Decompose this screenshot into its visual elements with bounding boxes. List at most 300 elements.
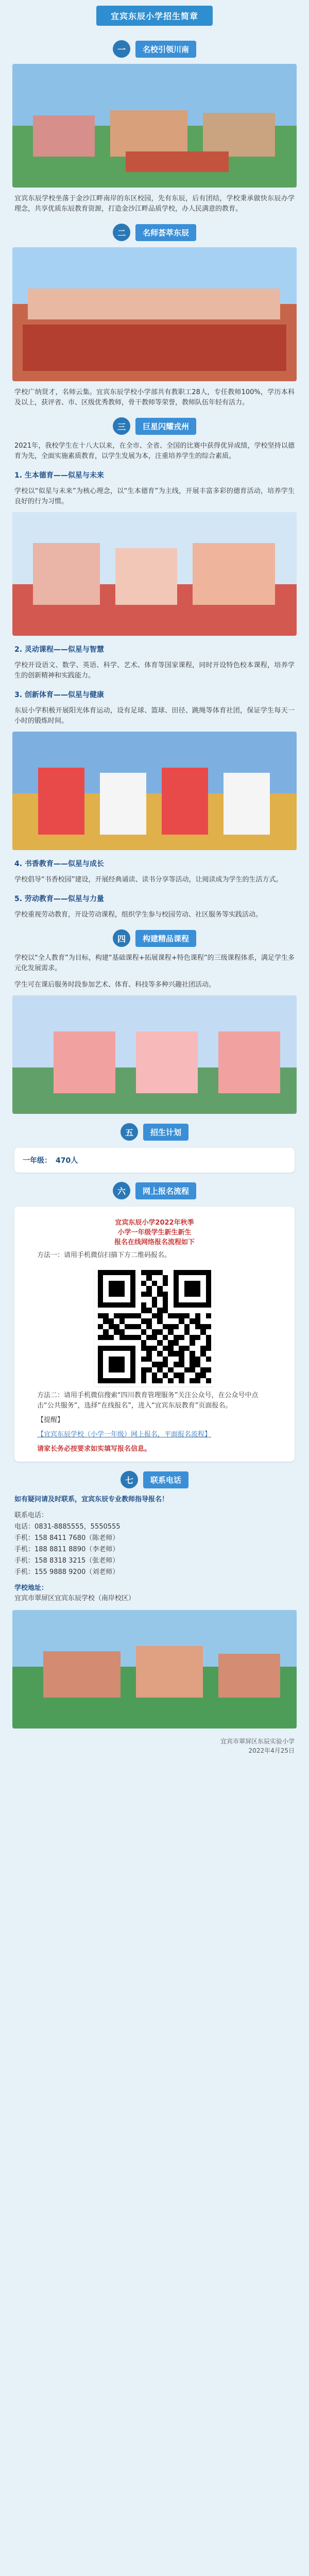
qr-module [190, 1286, 195, 1291]
qr-module [135, 1378, 141, 1383]
qr-module [130, 1318, 135, 1324]
qr-module [98, 1372, 103, 1378]
qr-module [114, 1378, 119, 1383]
qr-module [195, 1378, 200, 1383]
qr-module [200, 1329, 205, 1334]
qr-module [119, 1335, 125, 1340]
qr-module [135, 1292, 141, 1297]
qr-module [135, 1367, 141, 1372]
qr-module [130, 1270, 135, 1275]
qr-module [195, 1329, 200, 1334]
qr-module [103, 1340, 108, 1345]
section-title: 招生计划 [143, 1124, 188, 1141]
qr-module [195, 1324, 200, 1329]
qr-module [141, 1324, 146, 1329]
header-banner [0, 0, 309, 31]
qr-module [114, 1281, 119, 1286]
qr-module [135, 1302, 141, 1308]
qr-module [109, 1297, 114, 1302]
qr-module [206, 1335, 211, 1340]
qr-module [184, 1340, 190, 1345]
qr-module [119, 1275, 125, 1280]
performance-photo-image [12, 732, 297, 850]
qr-module [157, 1357, 162, 1362]
qr-module [206, 1286, 211, 1291]
qr-module [195, 1351, 200, 1356]
qr-module [114, 1324, 119, 1329]
qr-module [130, 1313, 135, 1318]
qr-module [98, 1362, 103, 1367]
qr-module [130, 1286, 135, 1291]
qr-module [179, 1292, 184, 1297]
qr-module [130, 1297, 135, 1302]
qr-module [168, 1270, 173, 1275]
qr-module [130, 1324, 135, 1329]
qr-module [135, 1357, 141, 1362]
section-number: 六 [113, 1182, 130, 1199]
qr-module [98, 1324, 103, 1329]
qr-module [141, 1346, 146, 1351]
registration-qr-code[interactable] [95, 1267, 214, 1386]
qr-module [174, 1275, 179, 1280]
qr-module [152, 1372, 157, 1378]
qr-module [179, 1313, 184, 1318]
qr-module [98, 1313, 103, 1318]
qr-module [146, 1318, 151, 1324]
plan-row [23, 1155, 286, 1165]
qr-module [190, 1340, 195, 1345]
qr-module [206, 1275, 211, 1280]
qr-module [200, 1357, 205, 1362]
qr-module [200, 1313, 205, 1318]
qr-module [184, 1275, 190, 1280]
qr-module [119, 1318, 125, 1324]
qr-module [157, 1308, 162, 1313]
qr-module [109, 1275, 114, 1280]
subsection-text: 学校开设语文、数学、英语、科学、艺术、体育等国家课程，同时开设特色校本课程，培养学生的创新精神和实践能力。 [14, 662, 295, 680]
qr-module [141, 1357, 146, 1362]
qr-module [190, 1324, 195, 1329]
address-text: 宜宾市翠屏区宜宾东辰学校（南岸校区） [14, 1595, 135, 1602]
qr-module [174, 1313, 179, 1318]
qr-module [168, 1308, 173, 1313]
contact-line: 手机：158 8411 7680（陈老师） [14, 1534, 119, 1542]
qr-module [135, 1313, 141, 1318]
step-two: 方法二：请用手机微信搜索“四川教育管理服务”关注公众号，在公众号中点击“公共服务”，选择“在线报名”，进入“宜宾东辰教育”页面报名。 [37, 1392, 259, 1410]
qr-module [152, 1308, 157, 1313]
qr-module [190, 1302, 195, 1308]
qr-module [130, 1275, 135, 1280]
qr-module [152, 1378, 157, 1383]
qr-module [103, 1297, 108, 1302]
footer [14, 1737, 295, 1755]
qr-module [179, 1281, 184, 1286]
qr-module [141, 1329, 146, 1334]
qr-module [141, 1275, 146, 1280]
qr-module [168, 1286, 173, 1291]
qr-module [109, 1318, 114, 1324]
qr-module [109, 1292, 114, 1297]
qr-module [190, 1351, 195, 1356]
qr-module [163, 1270, 168, 1275]
qr-module [190, 1378, 195, 1383]
section-paragraph: 2021年，我校学生在十八大以来，在全市、全省、全国的比赛中获得优异成绩，学校坚持以德育为先，全面实施素质教育，以学生发展为本，注重培养学生的综合素质。 [14, 442, 295, 460]
qr-module [179, 1286, 184, 1291]
qr-module [195, 1362, 200, 1367]
qr-module [195, 1372, 200, 1378]
qr-module [157, 1292, 162, 1297]
qr-module [119, 1286, 125, 1291]
qr-module [200, 1346, 205, 1351]
qr-module [200, 1335, 205, 1340]
registration-panel [14, 1207, 295, 1462]
qr-module [130, 1302, 135, 1308]
qr-module [125, 1275, 130, 1280]
qr-module [157, 1270, 162, 1275]
qr-module [190, 1318, 195, 1324]
qr-module [195, 1281, 200, 1286]
qr-module [130, 1346, 135, 1351]
qr-module [157, 1286, 162, 1291]
qr-module [200, 1302, 205, 1308]
qr-module [152, 1346, 157, 1351]
qr-module [163, 1302, 168, 1308]
qr-module [135, 1318, 141, 1324]
qr-module [141, 1270, 146, 1275]
qr-module [141, 1372, 146, 1378]
section-number: 二 [113, 224, 130, 241]
contact-line: 手机：188 8811 8890（李老师） [14, 1546, 119, 1553]
registration-link[interactable]: 【宜宾东辰学校（小学一年级）网上报名，平面报名流程】 [37, 1431, 212, 1438]
qr-module [152, 1335, 157, 1340]
qr-module [109, 1340, 114, 1345]
qr-module [146, 1297, 151, 1302]
qr-module [174, 1372, 179, 1378]
qr-module [206, 1270, 211, 1275]
qr-module [103, 1378, 108, 1383]
qr-module [179, 1329, 184, 1334]
qr-module [195, 1340, 200, 1345]
qr-module [179, 1372, 184, 1378]
section-number: 五 [121, 1123, 138, 1141]
qr-module [195, 1357, 200, 1362]
qr-module [125, 1367, 130, 1372]
subsection-text: 学校以“似星与未来”为核心理念，以“生本德育”为主线，开展丰富多彩的德育活动，培养学生良好的行为习惯。 [14, 487, 295, 505]
qr-module [98, 1346, 103, 1351]
qr-module [114, 1275, 119, 1280]
qr-module [190, 1270, 195, 1275]
qr-module [168, 1329, 173, 1334]
qr-module [146, 1335, 151, 1340]
qr-module [103, 1367, 108, 1372]
qr-module [157, 1324, 162, 1329]
qr-module [98, 1292, 103, 1297]
qr-module [152, 1275, 157, 1280]
qr-module [103, 1324, 108, 1329]
headline-line: 宜宾东辰小学2022年秋季 [115, 1219, 194, 1227]
qr-module [184, 1313, 190, 1318]
qr-module [206, 1297, 211, 1302]
qr-module [206, 1362, 211, 1367]
qr-module [184, 1357, 190, 1362]
qr-module [135, 1275, 141, 1280]
qr-module [109, 1378, 114, 1383]
qr-module [103, 1275, 108, 1280]
qr-module [163, 1362, 168, 1367]
qr-module [135, 1351, 141, 1356]
qr-module [168, 1378, 173, 1383]
qr-module [163, 1281, 168, 1286]
qr-grid [98, 1270, 211, 1383]
qr-module [146, 1302, 151, 1308]
qr-module [103, 1329, 108, 1334]
qr-module [157, 1275, 162, 1280]
qr-module [146, 1324, 151, 1329]
qr-module [163, 1378, 168, 1383]
qr-module [114, 1367, 119, 1372]
qr-module [195, 1286, 200, 1291]
qr-module [146, 1378, 151, 1383]
qr-module [114, 1302, 119, 1308]
qr-module [98, 1308, 103, 1313]
qr-module [168, 1340, 173, 1345]
qr-module [163, 1340, 168, 1345]
qr-module [184, 1308, 190, 1313]
qr-module [190, 1329, 195, 1334]
qr-module [135, 1372, 141, 1378]
qr-module [109, 1362, 114, 1367]
qr-module [174, 1357, 179, 1362]
qr-module [195, 1275, 200, 1280]
subsection-title: 5. 劳动教育——似星与力量 [14, 895, 104, 903]
qr-module [168, 1313, 173, 1318]
section-header-2 [0, 224, 309, 241]
qr-module [206, 1357, 211, 1362]
qr-module [157, 1346, 162, 1351]
activity-photo-image [12, 512, 297, 636]
qr-module [179, 1318, 184, 1324]
qr-module [168, 1346, 173, 1351]
qr-module [157, 1340, 162, 1345]
qr-module [195, 1318, 200, 1324]
qr-module [141, 1351, 146, 1356]
qr-module [103, 1318, 108, 1324]
qr-module [168, 1318, 173, 1324]
qr-module [152, 1270, 157, 1275]
qr-module [163, 1318, 168, 1324]
qr-module [135, 1297, 141, 1302]
qr-module [130, 1357, 135, 1362]
qr-module [103, 1346, 108, 1351]
subsection-text: 学校重视劳动教育，开设劳动课程，组织学生参与校园劳动、社区服务等实践活动。 [14, 911, 263, 919]
qr-module [184, 1329, 190, 1334]
qr-module [103, 1270, 108, 1275]
qr-module [200, 1292, 205, 1297]
footer-date: 2022年4月25日 [248, 1747, 295, 1754]
qr-module [184, 1324, 190, 1329]
school-aerial-image [12, 1610, 297, 1728]
qr-module [174, 1367, 179, 1372]
qr-module [141, 1302, 146, 1308]
qr-module [163, 1351, 168, 1356]
plan-label: 一年级： [23, 1157, 52, 1165]
qr-module [103, 1302, 108, 1308]
qr-module [200, 1367, 205, 1372]
qr-module [163, 1275, 168, 1280]
subsection-title: 1. 生本德育——似星与未来 [14, 471, 104, 480]
qr-module [157, 1318, 162, 1324]
section-header-4 [0, 929, 309, 947]
qr-module [152, 1297, 157, 1302]
qr-module [103, 1313, 108, 1318]
qr-module [119, 1270, 125, 1275]
qr-module [109, 1302, 114, 1308]
qr-module [190, 1362, 195, 1367]
section-title: 名师荟萃东辰 [135, 224, 196, 241]
qr-module [114, 1351, 119, 1356]
qr-module [184, 1286, 190, 1291]
qr-module [103, 1286, 108, 1291]
qr-module [174, 1302, 179, 1308]
headline-line: 报名在线网络报名流程如下 [114, 1239, 195, 1246]
qr-module [98, 1286, 103, 1291]
qr-module [141, 1362, 146, 1367]
subsection-title: 2. 灵动课程——似星与智慧 [14, 646, 104, 654]
warning-text: 请家长务必按要求如实填写报名信息。 [37, 1445, 151, 1453]
qr-module [152, 1351, 157, 1356]
qr-module [114, 1308, 119, 1313]
qr-module [157, 1297, 162, 1302]
qr-module [98, 1335, 103, 1340]
qr-module [190, 1275, 195, 1280]
subsection-title: 4. 书香教育——似星与成长 [14, 860, 104, 868]
qr-module [152, 1318, 157, 1324]
section-title: 构建精品课程 [135, 930, 196, 947]
footer-school: 宜宾市翠屏区东辰实验小学 [220, 1738, 295, 1745]
qr-module [125, 1318, 130, 1324]
qr-module [119, 1378, 125, 1383]
address-block [14, 1583, 295, 1604]
qr-module [141, 1367, 146, 1372]
qr-module [157, 1281, 162, 1286]
qr-module [190, 1346, 195, 1351]
qr-module [206, 1281, 211, 1286]
qr-module [163, 1329, 168, 1334]
qr-module [146, 1270, 151, 1275]
qr-module [130, 1340, 135, 1345]
qr-module [195, 1367, 200, 1372]
qr-module [135, 1270, 141, 1275]
qr-module [103, 1292, 108, 1297]
qr-module [174, 1362, 179, 1367]
section-title: 名校引领川南 [135, 41, 196, 58]
qr-module [168, 1367, 173, 1372]
qr-module [125, 1335, 130, 1340]
qr-module [206, 1372, 211, 1378]
qr-module [146, 1275, 151, 1280]
section-number: 三 [113, 417, 130, 435]
qr-module [179, 1275, 184, 1280]
qr-module [179, 1324, 184, 1329]
qr-module [125, 1281, 130, 1286]
qr-module [206, 1346, 211, 1351]
qr-module [98, 1351, 103, 1356]
qr-module [114, 1346, 119, 1351]
qr-module [174, 1270, 179, 1275]
qr-module [98, 1302, 103, 1308]
qr-module [152, 1324, 157, 1329]
qr-module [195, 1302, 200, 1308]
section-header-6 [0, 1182, 309, 1199]
qr-module [130, 1378, 135, 1383]
section-header-1 [0, 40, 309, 58]
qr-module [141, 1297, 146, 1302]
qr-module [163, 1367, 168, 1372]
qr-module [195, 1313, 200, 1318]
qr-module [98, 1340, 103, 1345]
qr-module [146, 1340, 151, 1345]
qr-module [141, 1378, 146, 1383]
qr-module [152, 1367, 157, 1372]
qr-module [179, 1308, 184, 1313]
qr-module [114, 1313, 119, 1318]
section-title: 网上报名流程 [135, 1182, 196, 1199]
qr-module [190, 1357, 195, 1362]
qr-module [190, 1297, 195, 1302]
qr-module [206, 1302, 211, 1308]
qr-module [206, 1378, 211, 1383]
qr-module [119, 1340, 125, 1345]
qr-module [163, 1357, 168, 1362]
registration-headline [23, 1217, 286, 1246]
section-header-3 [0, 417, 309, 435]
qr-module [146, 1308, 151, 1313]
qr-module [125, 1270, 130, 1275]
qr-module [109, 1367, 114, 1372]
qr-module [200, 1270, 205, 1275]
qr-module [184, 1346, 190, 1351]
qr-module [184, 1378, 190, 1383]
qr-module [130, 1335, 135, 1340]
qr-module [119, 1324, 125, 1329]
qr-module [163, 1324, 168, 1329]
qr-module [195, 1292, 200, 1297]
qr-module [195, 1270, 200, 1275]
qr-module [157, 1329, 162, 1334]
qr-module [200, 1372, 205, 1378]
qr-module [114, 1362, 119, 1367]
qr-module [195, 1346, 200, 1351]
qr-module [109, 1281, 114, 1286]
qr-module [190, 1313, 195, 1318]
qr-module [146, 1351, 151, 1356]
qr-module [184, 1351, 190, 1356]
qr-module [98, 1270, 103, 1275]
qr-module [109, 1346, 114, 1351]
headline-line: 小学一年级学生新生新生 [117, 1229, 192, 1236]
qr-module [103, 1357, 108, 1362]
qr-module [206, 1367, 211, 1372]
qr-module [200, 1275, 205, 1280]
qr-module [125, 1357, 130, 1362]
qr-module [125, 1292, 130, 1297]
qr-module [109, 1335, 114, 1340]
qr-module [130, 1351, 135, 1356]
qr-module [174, 1378, 179, 1383]
qr-module [146, 1281, 151, 1286]
section-number: 七 [121, 1471, 138, 1488]
qr-module [146, 1367, 151, 1372]
